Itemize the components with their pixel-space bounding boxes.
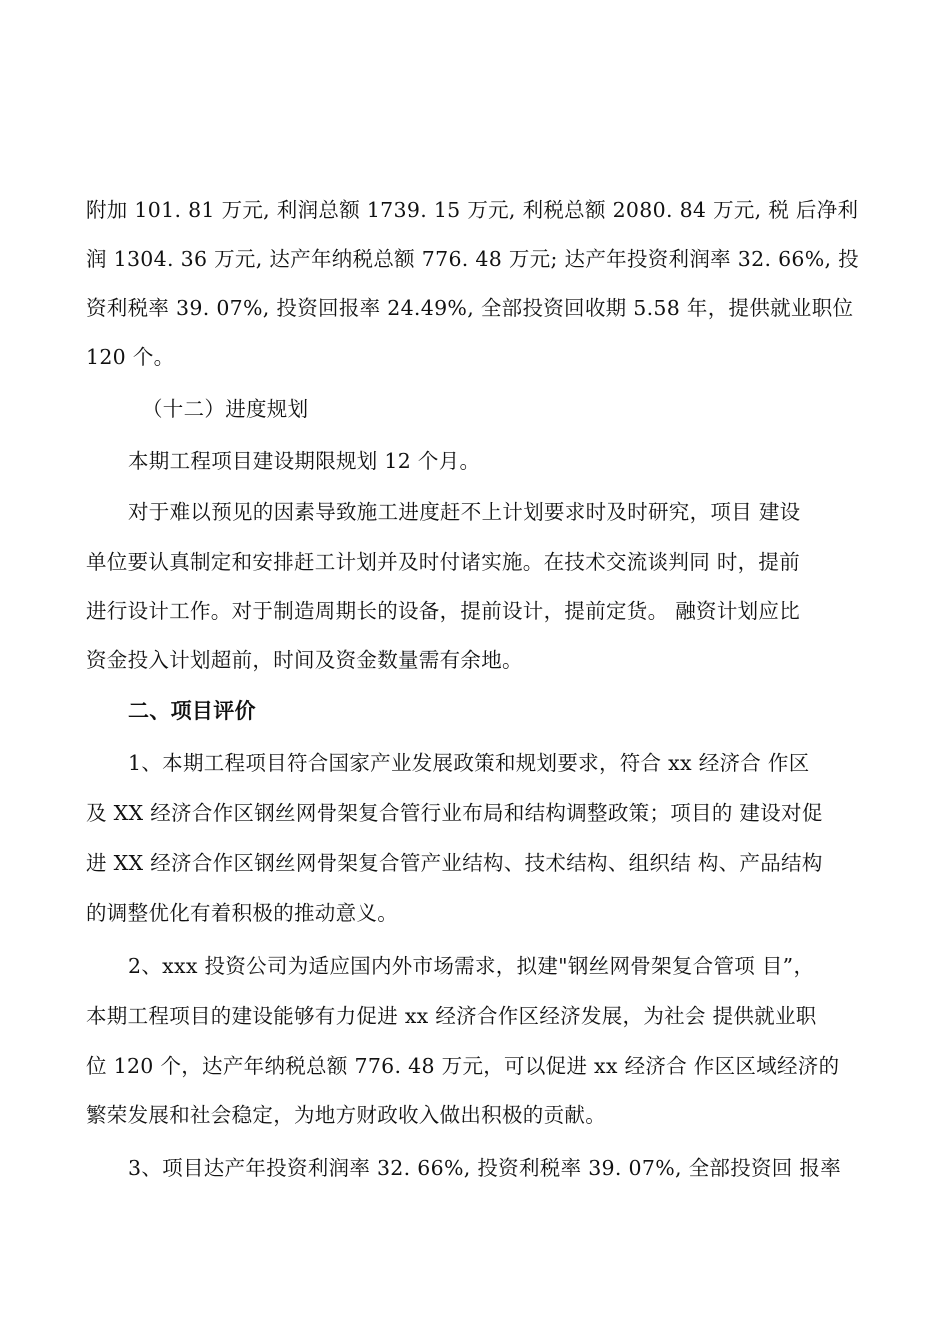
section-heading: 二、项目评价 bbox=[128, 699, 256, 723]
paragraph-line: 的调整优化有着积极的推动意义。 bbox=[86, 901, 398, 925]
paragraph-line: 2、xxx 投资公司为适应国内外市场需求，拟建"钢丝网骨架复合管项 目”， bbox=[128, 954, 815, 978]
paragraph-line: 繁荣发展和社会稳定，为地方财政收入做出积极的贡献。 bbox=[86, 1103, 606, 1127]
paragraph-line: 本期工程项目的建设能够有力促进 xx 经济合作区经济发展，为社会 提供就业职 bbox=[86, 1004, 817, 1028]
paragraph-line: 位 120 个，达产年纳税总额 776. 48 万元，可以促进 xx 经济合 作区区域经济的 bbox=[86, 1054, 840, 1078]
text-line: 润 1304. 36 万元, 达产年纳税总额 776. 48 万元; 达产年投资利润率 32. 66%, 投 bbox=[86, 247, 859, 271]
paragraph-line: 对于难以预见的因素导致施工进度赶不上计划要求时及时研究，项目 建设 bbox=[128, 500, 801, 524]
text-line: 附加 101. 81 万元, 利润总额 1739. 15 万元, 利税总额 2080. 84 万元, 税 后净利 bbox=[86, 198, 859, 222]
section-subheading: （十二）进度规划 bbox=[142, 397, 309, 421]
paragraph-line: 1、本期工程项目符合国家产业发展政策和规划要求，符合 xx 经济合 作区 bbox=[128, 751, 810, 775]
paragraph-line: 单位要认真制定和安排赶工计划并及时付诸实施。在技术交流谈判同 时，提前 bbox=[86, 550, 801, 574]
paragraph-line: 进行设计工作。对于制造周期长的设备，提前设计，提前定货。 融资计划应比 bbox=[86, 599, 801, 623]
text-line: 120 个。 bbox=[86, 345, 175, 369]
paragraph-line: 资金投入计划超前，时间及资金数量需有余地。 bbox=[86, 648, 523, 672]
paragraph-line: 进 XX 经济合作区钢丝网骨架复合管产业结构、技术结构、组织结 构、产品结构 bbox=[86, 851, 823, 875]
paragraph-line: 及 XX 经济合作区钢丝网骨架复合管行业布局和结构调整政策；项目的 建设对促 bbox=[86, 801, 823, 825]
paragraph-line: 3、项目达产年投资利润率 32. 66%, 投资利税率 39. 07%, 全部投资回 报率 bbox=[128, 1156, 842, 1180]
text-line: 资利税率 39. 07%, 投资回报率 24.49%, 全部投资回收期 5.58 年，提供就业职位 bbox=[86, 296, 854, 320]
paragraph-line: 本期工程项目建设期限规划 12 个月。 bbox=[128, 449, 481, 473]
